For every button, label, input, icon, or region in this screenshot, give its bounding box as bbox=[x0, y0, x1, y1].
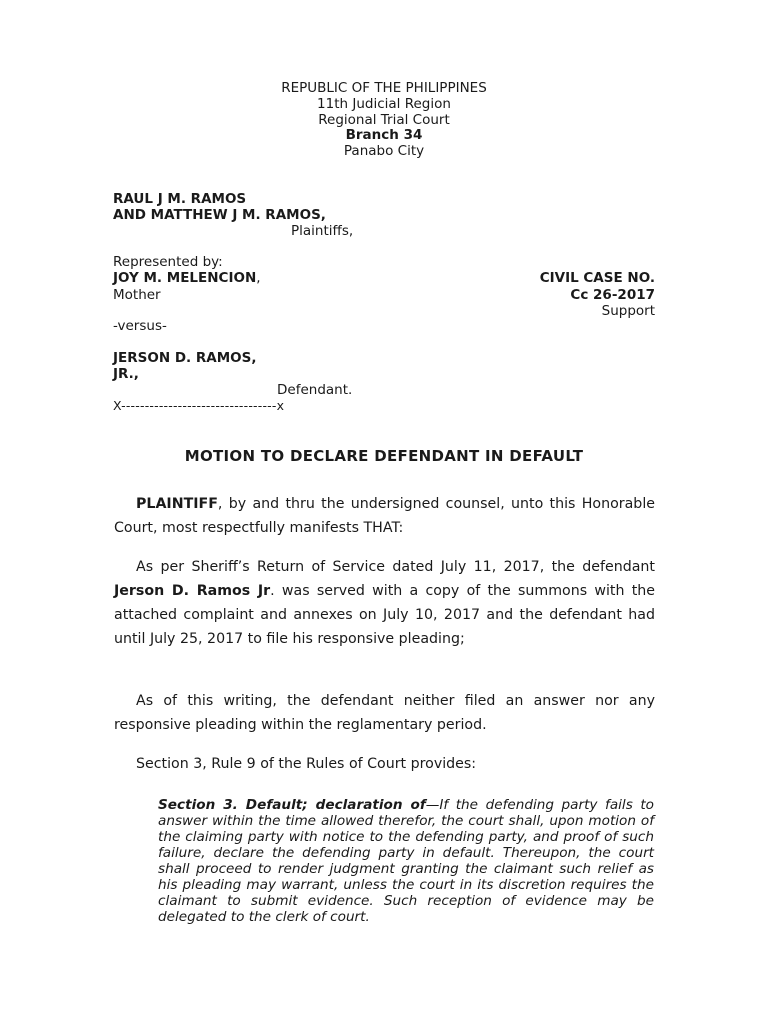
paragraph-2-text-b: . was served with a copy of the summons with the attached complaint and annexes on July 10, 2017 and the defendant had until July 25, 2017 to file his responsive pleading; bbox=[114, 583, 655, 647]
paragraph-1-text: , by and thru the undersigned counsel, unto this Honorable Court, most respectfully manifests THAT: bbox=[114, 496, 655, 536]
representative-line bbox=[113, 270, 261, 286]
paragraph-1 bbox=[114, 492, 655, 540]
paragraph-3-text: As of this writing, the defendant neither filed an answer nor any responsive pleading within the reglamentary period. bbox=[114, 693, 655, 733]
paragraph-4 bbox=[114, 752, 655, 776]
plaintiff-term: PLAINTIFF bbox=[136, 496, 218, 512]
header-court: Regional Trial Court bbox=[318, 112, 450, 128]
represented-by-label: Represented by: bbox=[113, 254, 223, 270]
quoted-rule bbox=[158, 797, 654, 925]
paragraph-2-text-a: As per Sheriff’s Return of Service dated July 11, 2017, the defendant bbox=[136, 559, 655, 575]
plaintiff-name-2: AND MATTHEW J M. RAMOS, bbox=[113, 207, 326, 223]
versus-label: -versus- bbox=[113, 318, 167, 334]
paragraph-2 bbox=[114, 555, 655, 651]
caption-separator: X---------------------------------x bbox=[113, 398, 285, 413]
paragraph-4-text: Section 3, Rule 9 of the Rules of Court provides: bbox=[136, 756, 477, 772]
defendant-label: Defendant. bbox=[277, 382, 353, 398]
plaintiffs-label: Plaintiffs, bbox=[291, 223, 354, 239]
motion-title: MOTION TO DECLARE DEFENDANT IN DEFAULT bbox=[184, 447, 584, 465]
paragraph-3 bbox=[114, 689, 655, 737]
defendant-name-2: JR., bbox=[113, 366, 139, 382]
quoted-rule-heading: Section 3. Default; declaration of bbox=[158, 797, 426, 813]
case-number-label: CIVIL CASE NO. bbox=[539, 270, 655, 286]
representative-comma: , bbox=[256, 270, 261, 286]
header-city: Panabo City bbox=[343, 143, 425, 159]
case-type: Support bbox=[601, 303, 655, 319]
defendant-name-1: JERSON D. RAMOS, bbox=[113, 350, 257, 366]
header-branch: Branch 34 bbox=[345, 127, 423, 143]
defendant-name-inline: Jerson D. Ramos Jr bbox=[114, 583, 271, 599]
header-region: 11th Judicial Region bbox=[317, 96, 451, 112]
representative-name: JOY M. MELENCION bbox=[113, 270, 257, 286]
case-number: Cc 26-2017 bbox=[570, 287, 655, 303]
quoted-rule-text: —If the defending party fails to answer within the time allowed therefor, the court shall, upon motion of the claiming party with notice to the defending party, and proof of such failure, declare the defending party in default. Thereupon, the court shall proceed to render judgment granting the claimant such relief as his pleading may warrant, unless the court in its discretion requires the claimant to submit evidence. Such reception of evidence may be delegated to the clerk of court. bbox=[158, 797, 654, 925]
plaintiff-name-1: RAUL J M. RAMOS bbox=[113, 191, 247, 207]
representative-relation: Mother bbox=[113, 287, 161, 303]
header-republic: REPUBLIC OF THE PHILIPPINES bbox=[281, 80, 487, 96]
